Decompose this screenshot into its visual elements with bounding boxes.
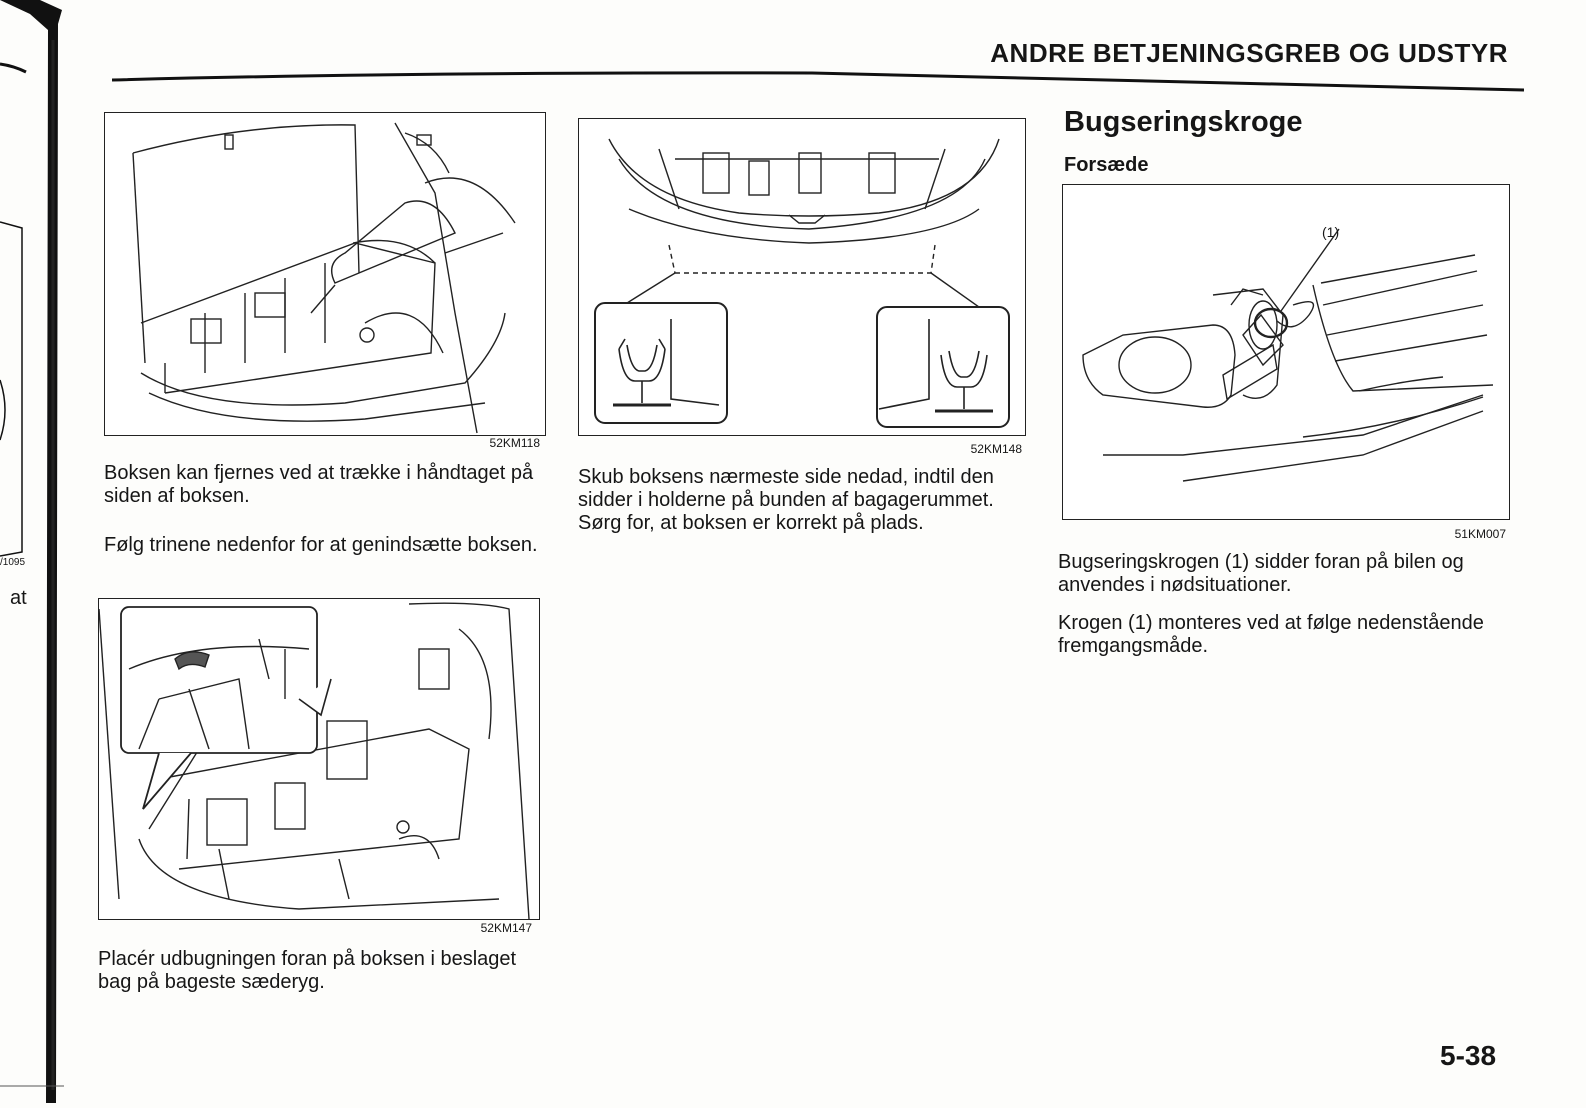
header-rule [112,68,1524,92]
section-subheading: Forsæde [1064,154,1149,176]
page-number: 5-38 [1440,1040,1497,1071]
paragraph-tow-hook-location: Bugseringskrogen (1) sidder foran på bilen og anvendes i nødsituationer. [1058,551,1464,596]
figure-code-51KM007: 51KM007 [1454,527,1506,541]
figure-code-52KM148: 52KM148 [970,442,1022,456]
page-header-title: ANDRE BETJENINGSGREB OG UDSTYR [990,38,1508,68]
figure-box-holders [578,118,1026,436]
figure-tow-hook [1062,184,1510,520]
section-heading: Bugseringskroge [1064,106,1303,138]
paragraph-tow-hook-install: Krogen (1) monteres ved at følge nedenstående fremgangsmåde. [1058,612,1484,657]
paragraph-reinsert-steps: Følg trinene nedenfor for at genindsætte boksen. [104,534,538,556]
margin-word-fragment: at [10,587,27,609]
paragraph-push-box-down: Skub boksens nærmeste side nedad, indtil den sidder i holderne på bunden af bagagerummet. Sørg for, at boksen er korrekt på plads. [578,466,994,534]
paragraph-remove-box: Boksen kan fjernes ved at trække i håndtaget på siden af boksen. [104,462,534,507]
binding-gutter [0,0,64,1103]
figure-box-placement [98,598,540,920]
figure-cargo-box-removal [104,112,546,436]
callout-label-1: (1) [1322,224,1340,240]
figure-code-52KM147: 52KM147 [480,921,532,935]
figure-code-52KM118: 52KM118 [489,436,540,450]
paragraph-place-bulge: Placér udbugningen foran på boksen i beslaget bag på bageste sæderyg. [98,948,517,993]
margin-code-fragment: /1095 [0,557,26,568]
